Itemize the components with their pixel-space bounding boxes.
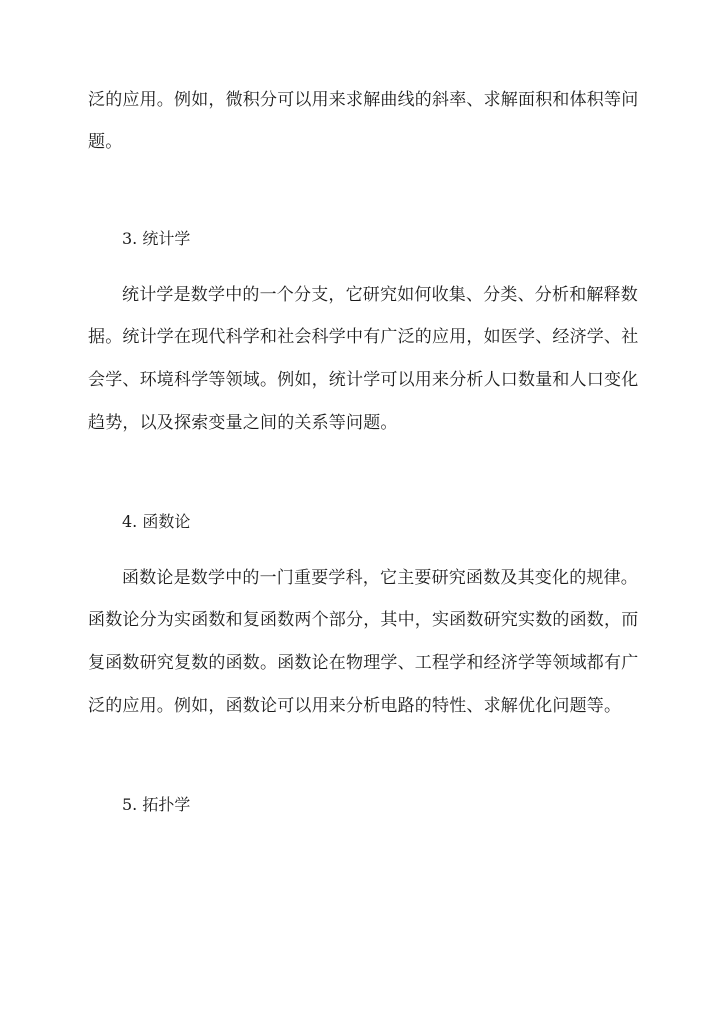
paragraph-line: 趋势，以及探索变量之间的关系等问题。 bbox=[88, 413, 398, 433]
paragraph-line: 泛的应用。例如，函数论可以用来分析电路的特性、求解优化问题等。 bbox=[88, 696, 622, 716]
paragraph-line: 据。统计学在现代科学和社会科学中有广泛的应用，如医学、经济学、社 bbox=[88, 327, 639, 347]
paragraph-line: 会学、环境科学等领域。例如，统计学可以用来分析人口数量和人口变化 bbox=[88, 370, 639, 390]
paragraph-line: 统计学是数学中的一个分支，它研究如何收集、分类、分析和解释数 bbox=[122, 285, 638, 305]
paragraph-line: 泛的应用。例如，微积分可以用来求解曲线的斜率、求解面积和体积等问 bbox=[88, 90, 639, 110]
paragraph-line: 题。 bbox=[88, 132, 123, 152]
paragraph-line: 函数论分为实函数和复函数两个部分，其中，实函数研究实数的函数，而 bbox=[88, 610, 639, 630]
section-heading-topology: 5. 拓扑学 bbox=[122, 795, 191, 814]
paragraph-line: 函数论是数学中的一门重要学科，它主要研究函数及其变化的规律。 bbox=[122, 568, 638, 588]
section-heading-statistics: 3. 统计学 bbox=[122, 229, 191, 248]
paragraph-line: 复函数研究复数的函数。函数论在物理学、工程学和经济学等领域都有广 bbox=[88, 653, 639, 673]
section-heading-function-theory: 4. 函数论 bbox=[122, 512, 191, 531]
